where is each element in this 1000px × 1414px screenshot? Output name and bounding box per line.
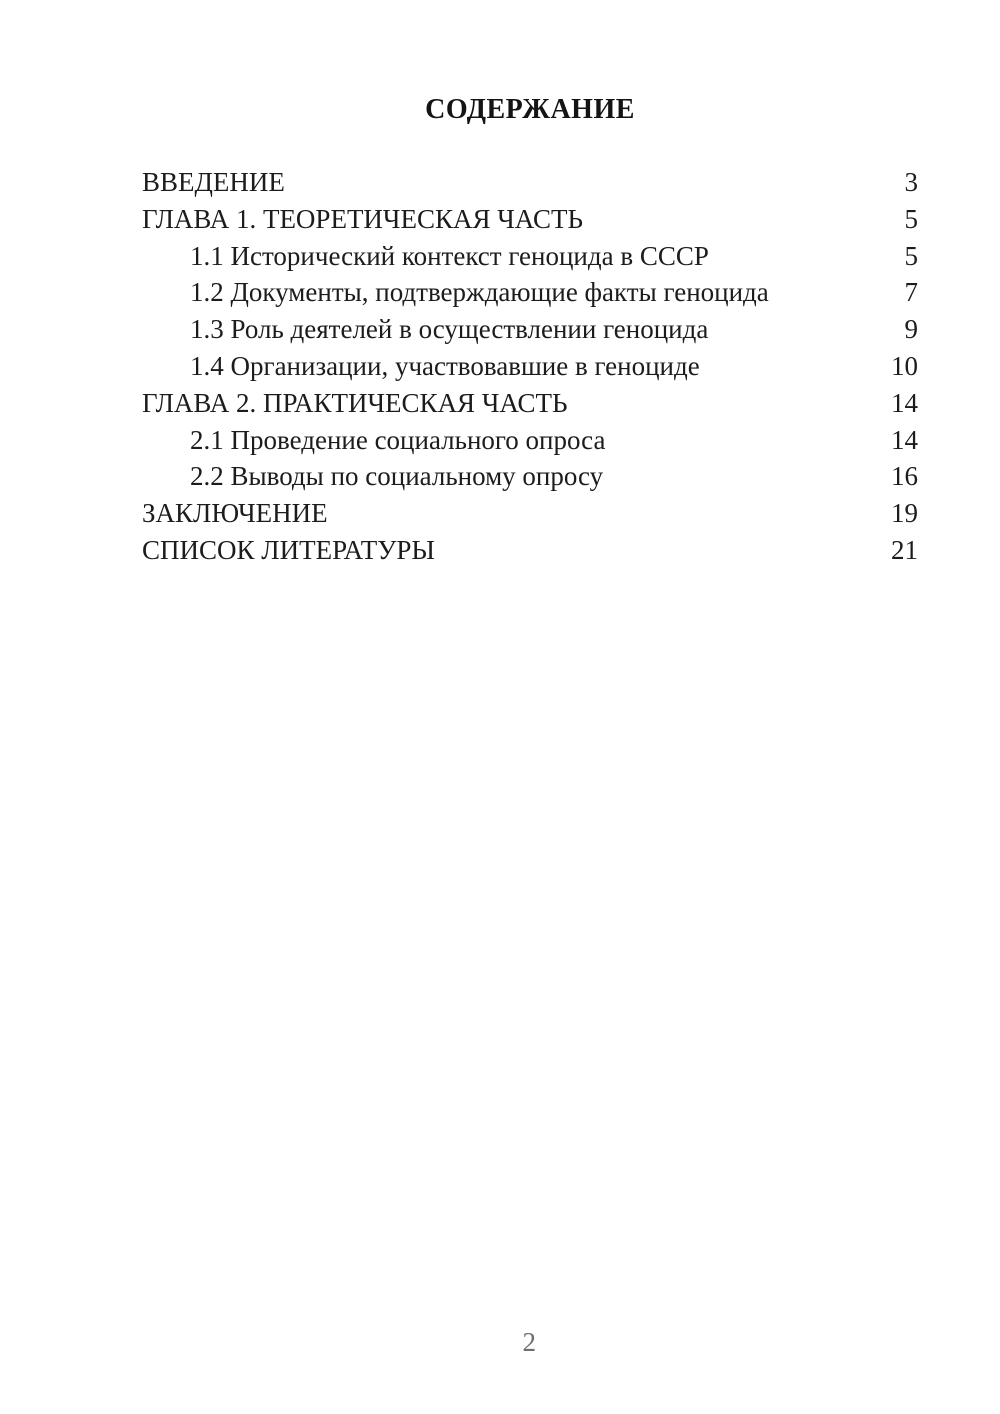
toc-entry-label: 1.2 Документы, подтверждающие факты геноцида xyxy=(190,277,769,308)
page-content xyxy=(142,0,918,569)
page-number: 2 xyxy=(522,1327,536,1357)
toc-row-section-1-3 xyxy=(142,311,918,348)
toc-row-chapter-1 xyxy=(142,201,918,238)
toc-entry-page: 14 xyxy=(891,387,918,418)
toc-entry-label: ГЛАВА 1. ТЕОРЕТИЧЕСКАЯ ЧАСТЬ xyxy=(142,203,583,234)
toc-entry-page: 7 xyxy=(904,277,918,308)
toc-entry-label: 2.1 Проведение социального опроса xyxy=(190,424,606,455)
page-title: СОДЕРЖАНИЕ xyxy=(425,94,635,125)
toc-row-conclusion xyxy=(142,495,918,532)
toc-entry-label: 2.2 Выводы по социальному опросу xyxy=(190,461,604,492)
toc-entry-label: 1.1 Исторический контекст геноцида в СССР xyxy=(190,240,709,271)
toc-row-chapter-2 xyxy=(142,385,918,422)
toc-entry-page: 3 xyxy=(904,167,918,197)
toc-entry-label: ЗАКЛЮЧЕНИЕ xyxy=(142,498,328,529)
toc-entry-page: 9 xyxy=(904,314,918,345)
toc-entry-label: 1.3 Роль деятелей в осуществлении геноцида xyxy=(190,314,709,345)
toc-row-section-2-2 xyxy=(142,458,918,495)
toc-row-section-2-1 xyxy=(142,422,918,459)
toc-entry-page: 16 xyxy=(891,461,918,492)
toc-row-section-1-4 xyxy=(142,348,918,385)
toc-entry-label: ГЛАВА 2. ПРАКТИЧЕСКАЯ ЧАСТЬ xyxy=(142,387,568,418)
page-footer xyxy=(0,1327,1000,1358)
toc-entry-label: СПИСОК ЛИТЕРАТУРЫ xyxy=(142,534,435,565)
table-of-contents xyxy=(142,164,918,569)
toc-entry-page: 10 xyxy=(891,350,918,381)
toc-row-section-1-2 xyxy=(142,274,918,311)
toc-entry-page: 5 xyxy=(904,203,918,234)
toc-row-introduction xyxy=(142,164,918,201)
toc-row-bibliography xyxy=(142,532,918,569)
toc-entry-page: 19 xyxy=(891,498,918,529)
toc-row-section-1-1 xyxy=(142,238,918,275)
toc-entry-label: ВВЕДЕНИЕ xyxy=(142,167,285,197)
toc-entry-page: 5 xyxy=(904,240,918,271)
toc-entry-label: 1.4 Организации, участвовавшие в геноциде xyxy=(190,350,700,381)
toc-entry-page: 14 xyxy=(891,424,918,455)
toc-entry-page: 21 xyxy=(891,534,918,565)
